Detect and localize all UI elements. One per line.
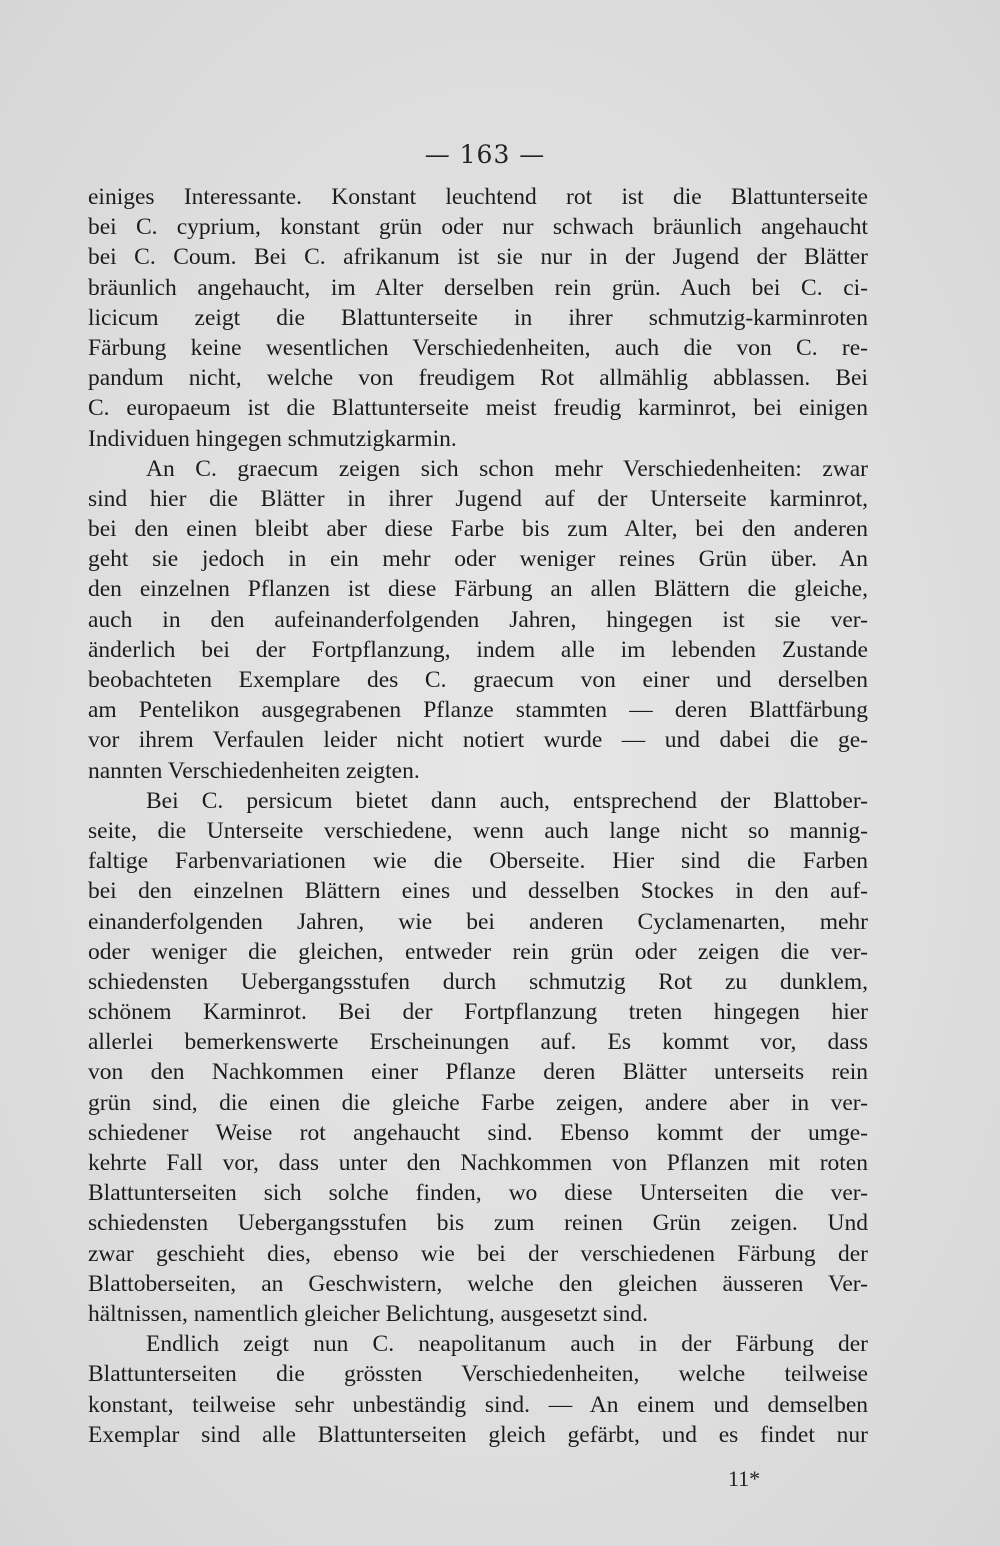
text-line: konstant, teilweise sehr unbeständig sind. — An einem und demselben [88, 1391, 868, 1418]
text-line: grün sind, die einen die gleiche Farbe zeigen, andere aber in ver- [88, 1089, 868, 1116]
text-line: schiedensten Uebergangsstufen bis zum reinen Grün zeigen. Und [88, 1210, 868, 1237]
text-line: hältnissen, namentlich gleicher Belichtung, ausgesetzt sind. [88, 1300, 648, 1327]
text-line: bei C. cyprium, konstant grün oder nur schwach bräunlich angehaucht [88, 214, 868, 241]
text-line: zwar geschieht dies, ebenso wie bei der verschiedenen Färbung der [88, 1240, 868, 1267]
text-line: Exemplar sind alle Blattunterseiten gleich gefärbt, und es findet nur [88, 1421, 868, 1448]
text-line: An C. graecum zeigen sich schon mehr Verschiedenheiten: zwar [146, 455, 868, 482]
paragraph [88, 1329, 868, 1450]
text-line: licicum zeigt die Blattunterseite in ihrer schmutzig-karminroten [88, 304, 868, 331]
text-line: Blattunterseiten sich solche finden, wo diese Unterseiten die ver- [88, 1180, 868, 1207]
text-line: Blattunterseiten die grössten Verschiedenheiten, welche teilweise [88, 1361, 868, 1388]
signature-mark: 11* [728, 1466, 761, 1491]
text-line: auch in den aufeinanderfolgenden Jahren, hingegen ist sie ver- [88, 606, 868, 633]
text-line: den einzelnen Pflanzen ist diese Färbung an allen Blättern die gleiche, [88, 576, 868, 603]
text-line: bei C. Coum. Bei C. afrikanum ist sie nur in der Jugend der Blätter [88, 244, 868, 271]
paragraph [88, 454, 868, 786]
text-line: bei den einzelnen Blättern eines und desselben Stockes in den auf- [88, 878, 868, 905]
text-line: C. europaeum ist die Blattunterseite meist freudig karminrot, bei einigen [88, 395, 868, 422]
text-line: faltige Farbenvariationen wie die Oberseite. Hier sind die Farben [88, 848, 868, 875]
text-line: Blattoberseiten, an Geschwistern, welche den gleichen äusseren Ver- [88, 1270, 868, 1297]
text-line: Endlich zeigt nun C. neapolitanum auch in der Färbung der [146, 1331, 868, 1358]
text-line: einanderfolgenden Jahren, wie bei anderen Cyclamenarten, mehr [88, 908, 868, 935]
text-line: geht sie jedoch in ein mehr oder weniger reines Grün über. An [88, 546, 868, 573]
text-line: seite, die Unterseite verschiedene, wenn auch lange nicht so mannig- [88, 817, 868, 844]
text-line: einiges Interessante. Konstant leuchtend rot ist die Blattunterseite [88, 184, 868, 210]
text-line: oder weniger die gleichen, entweder rein grün oder zeigen die ver- [88, 938, 868, 965]
text-line: schiedensten Uebergangsstufen durch schmutzig Rot zu dunklem, [88, 968, 868, 995]
text-line: beobachteten Exemplare des C. graecum von einer und derselben [88, 667, 868, 693]
text-line: bei den einen bleibt aber diese Farbe bis zum Alter, bei den anderen [88, 516, 868, 543]
text-line: Bei C. persicum bietet dann auch, entsprechend der Blattober- [146, 787, 868, 814]
body-text [88, 182, 868, 1450]
text-line: Färbung keine wesentlichen Verschiedenheiten, auch die von C. re- [88, 334, 868, 361]
text-line: allerlei bemerkenswerte Erscheinungen auf. Es kommt vor, dass [88, 1029, 868, 1056]
paragraph [88, 786, 868, 1329]
text-line: von den Nachkommen einer Pflanze deren Blätter unterseits rein [88, 1059, 868, 1086]
text-line: pandum nicht, welche von freudigem Rot allmählig abblassen. Bei [88, 365, 868, 392]
text-line: sind hier die Blätter in ihrer Jugend auf der Unterseite karminrot, [88, 485, 868, 512]
text-line: am Pentelikon ausgegrabenen Pflanze stammten — deren Blattfärbung [88, 697, 868, 724]
text-line: nannten Verschiedenheiten zeigten. [88, 757, 420, 784]
text-line: schönem Karminrot. Bei der Fortpflanzung treten hingegen hier [88, 999, 868, 1026]
text-line: änderlich bei der Fortpflanzung, indem alle im lebenden Zustande [88, 636, 868, 663]
page-number: — 163 — [424, 140, 546, 169]
text-line: vor ihrem Verfaulen leider nicht notiert wurde — und dabei die ge- [88, 727, 868, 754]
text-line: schiedener Weise rot angehaucht sind. Ebenso kommt der umge- [88, 1119, 868, 1146]
text-line: Individuen hingegen schmutzigkarmin. [88, 425, 457, 452]
text-line: bräunlich angehaucht, im Alter derselben rein grün. Auch bei C. ci- [88, 274, 868, 301]
paragraph [88, 182, 868, 454]
text-line: kehrte Fall vor, dass unter den Nachkommen von Pflanzen mit roten [88, 1150, 868, 1176]
